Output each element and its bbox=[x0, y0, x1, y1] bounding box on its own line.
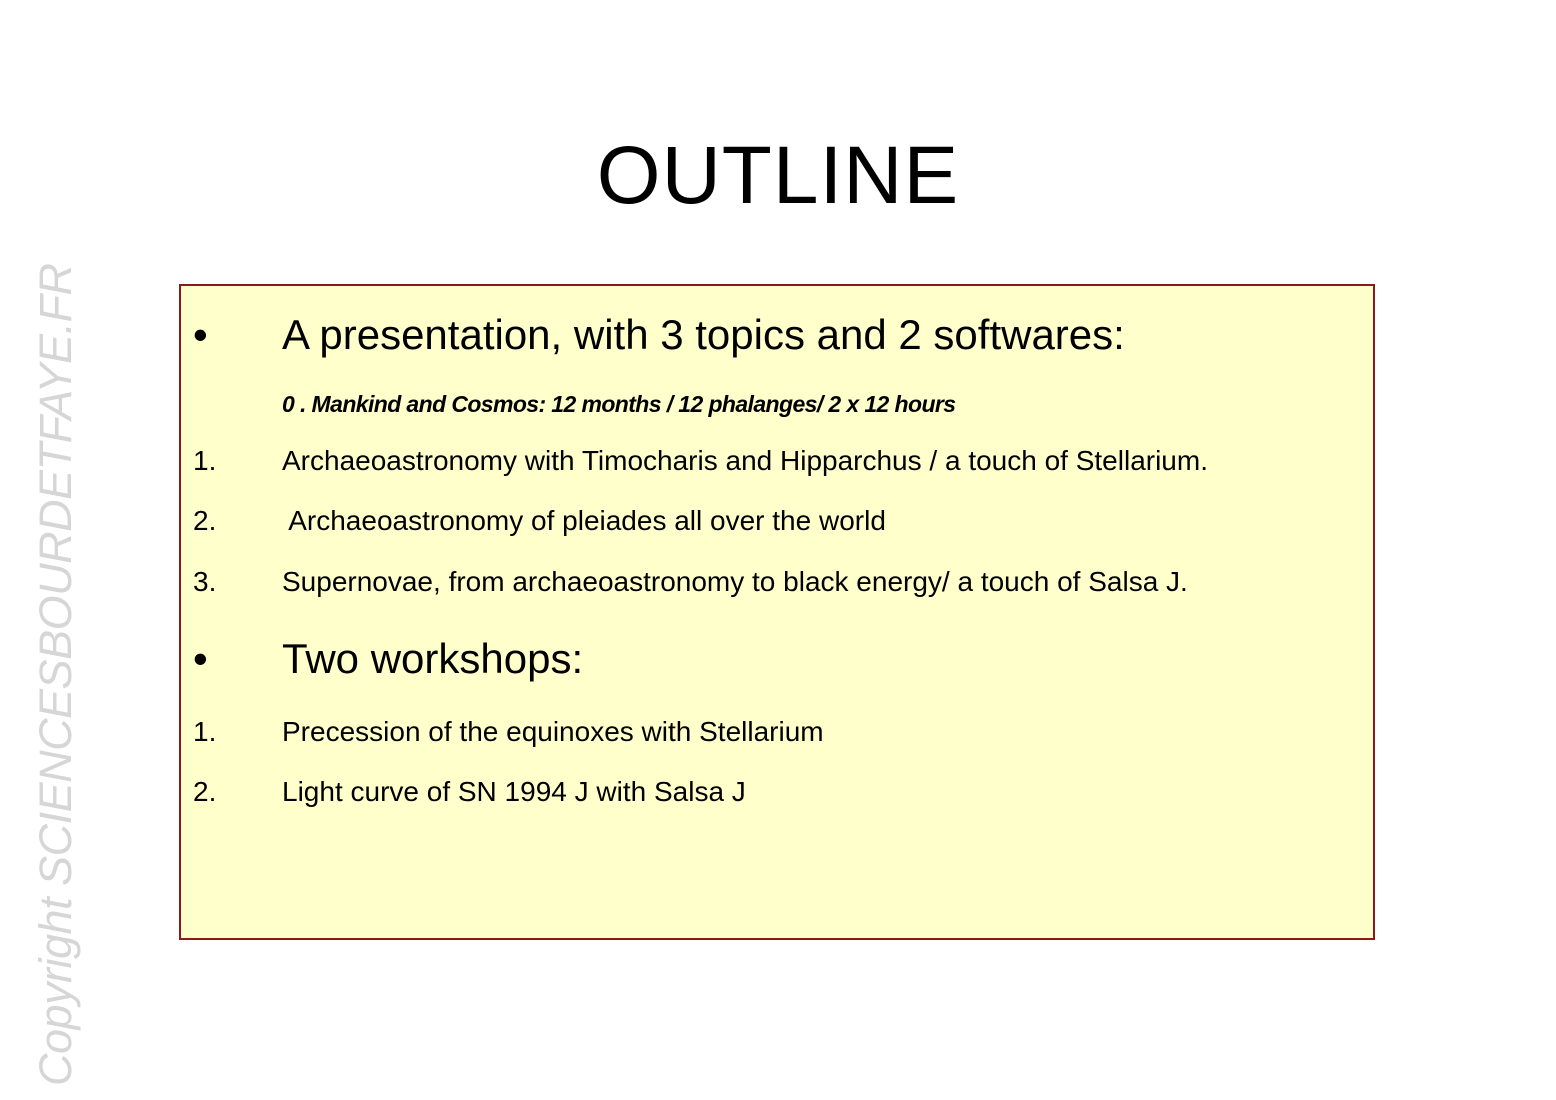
list-item-text: Archaeoastronomy with Timocharis and Hipparchus / a touch of Stellarium. bbox=[282, 445, 1208, 476]
list-item-text: Precession of the equinoxes with Stellarium bbox=[282, 716, 824, 747]
slide-title: OUTLINE bbox=[596, 130, 960, 221]
outline-box bbox=[179, 284, 1375, 940]
bullet-marker: • bbox=[193, 311, 208, 358]
list-number: 2. bbox=[193, 776, 217, 807]
list-item-text: Light curve of SN 1994 J with Salsa J bbox=[282, 776, 746, 807]
bullet-marker: • bbox=[193, 635, 208, 682]
list-number: 1. bbox=[193, 716, 217, 747]
copyright-watermark: Copyright SCIENCESBOURDETFAYE.FR bbox=[30, 263, 81, 1086]
section-heading-text: A presentation, with 3 topics and 2 softwares: bbox=[282, 311, 1125, 358]
list-item-text: Archaeoastronomy of pleiades all over the world bbox=[282, 505, 886, 536]
section-heading-text: Two workshops: bbox=[282, 635, 584, 682]
list-number: 2. bbox=[193, 505, 217, 536]
subtitle-text: 0 . Mankind and Cosmos: 12 months / 12 phalanges/ 2 x 12 hours bbox=[282, 391, 956, 417]
list-item-text: Supernovae, from archaeoastronomy to black energy/ a touch of Salsa J. bbox=[282, 566, 1188, 597]
list-number: 3. bbox=[193, 566, 217, 597]
list-number: 1. bbox=[193, 445, 217, 476]
